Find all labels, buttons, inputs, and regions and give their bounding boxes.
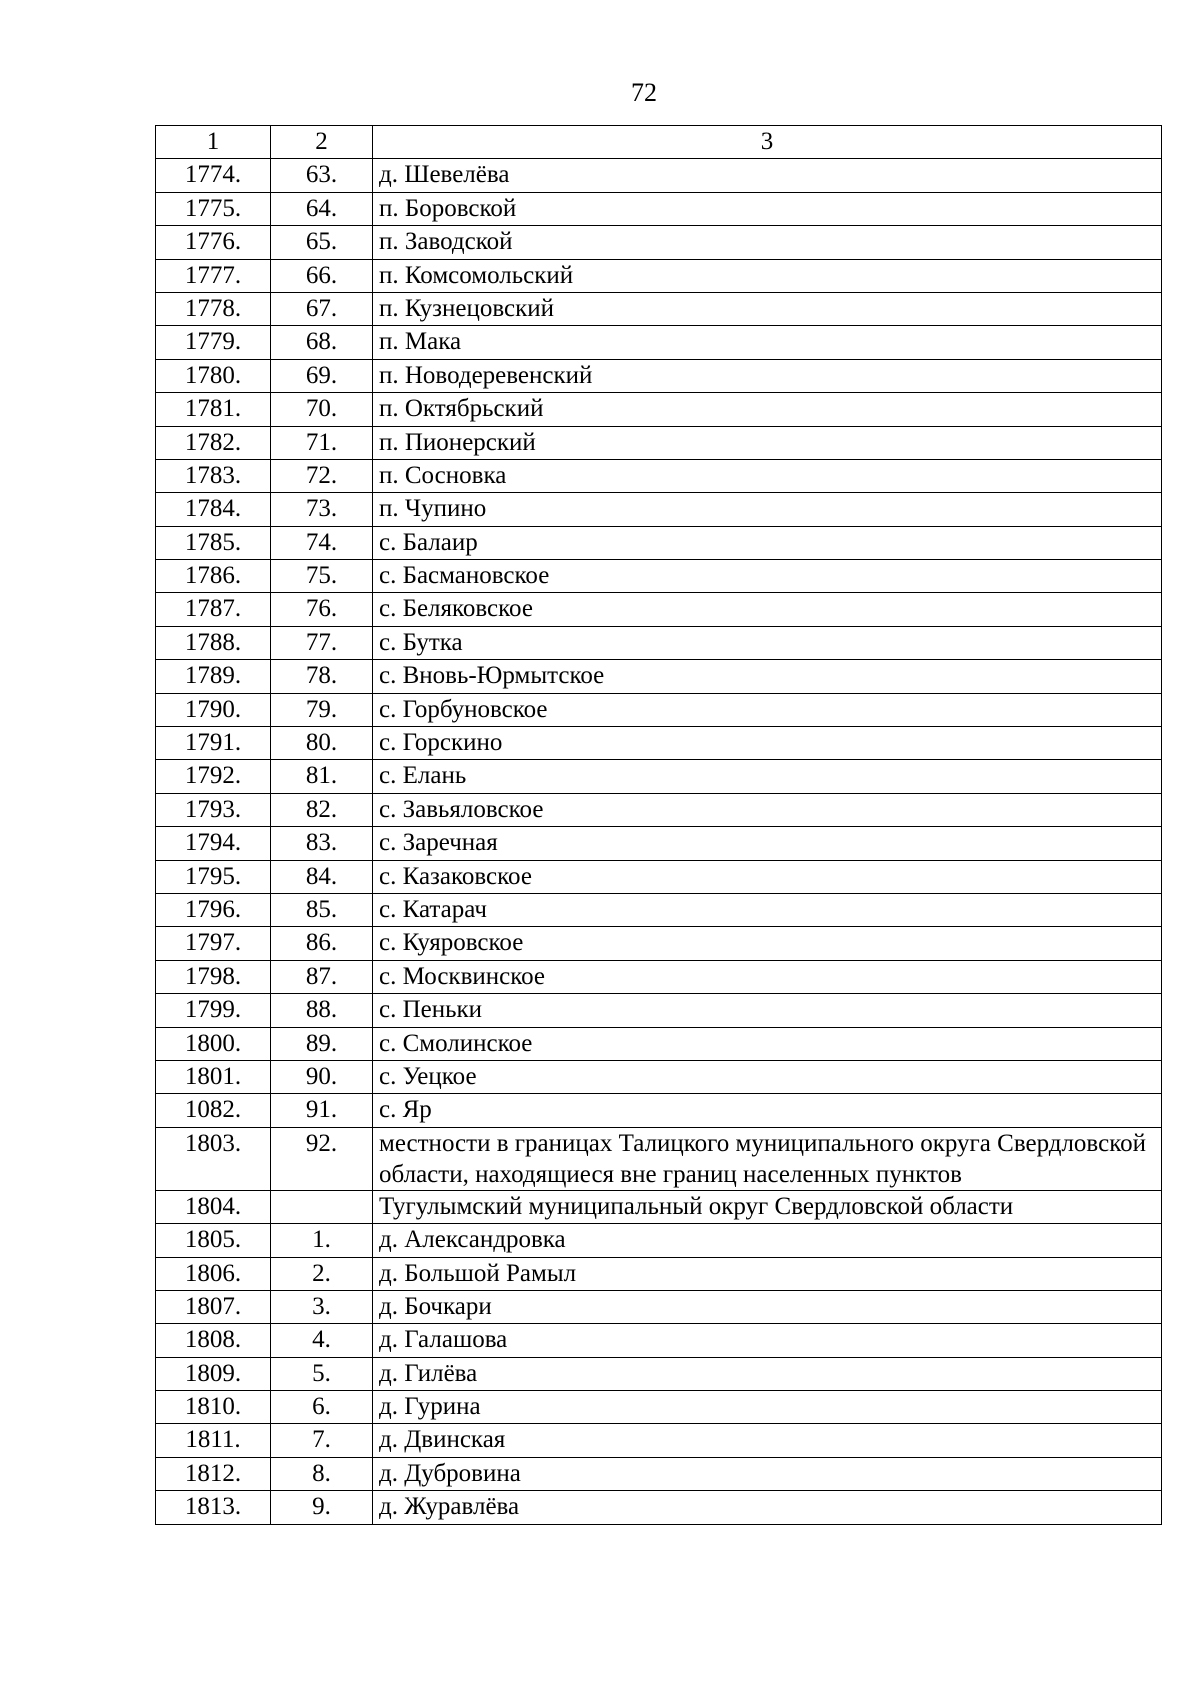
row-number-cell: 1810. <box>156 1391 271 1424</box>
settlement-name-cell: с. Пеньки <box>373 994 1162 1027</box>
table-row <box>156 1357 1162 1390</box>
page-number: 72 <box>631 78 657 107</box>
item-number-cell: 6. <box>271 1391 373 1424</box>
settlement-name-cell: с. Москвинское <box>373 960 1162 993</box>
item-number-cell: 67. <box>271 292 373 325</box>
row-number-cell: 1785. <box>156 526 271 559</box>
row-number-cell: 1812. <box>156 1457 271 1490</box>
settlement-name-cell: с. Вновь-Юрмытское <box>373 660 1162 693</box>
table-row <box>156 1027 1162 1060</box>
item-number-cell: 81. <box>271 760 373 793</box>
item-number-cell: 65. <box>271 226 373 259</box>
settlement-name-cell: п. Новодеревенский <box>373 359 1162 392</box>
row-number-cell: 1782. <box>156 426 271 459</box>
item-number-cell: 73. <box>271 493 373 526</box>
item-number-cell: 79. <box>271 693 373 726</box>
item-number-cell: 70. <box>271 393 373 426</box>
table-row <box>156 359 1162 392</box>
settlement-name-cell: с. Елань <box>373 760 1162 793</box>
item-number-cell: 69. <box>271 359 373 392</box>
item-number-cell: 83. <box>271 827 373 860</box>
row-number-cell: 1799. <box>156 994 271 1027</box>
item-number-cell: 5. <box>271 1357 373 1390</box>
table-row <box>156 459 1162 492</box>
item-number-cell: 71. <box>271 426 373 459</box>
table-row <box>156 927 1162 960</box>
header-cell-1: 1 <box>156 126 271 159</box>
row-number-cell: 1082. <box>156 1094 271 1127</box>
item-number-cell: 3. <box>271 1290 373 1323</box>
table-row <box>156 226 1162 259</box>
settlement-name-cell: с. Беляковское <box>373 593 1162 626</box>
table-row <box>156 593 1162 626</box>
settlement-name-cell: п. Чупино <box>373 493 1162 526</box>
table-row <box>156 827 1162 860</box>
table-row <box>156 860 1162 893</box>
row-number-cell: 1813. <box>156 1491 271 1524</box>
settlement-name-cell: д. Большой Рамыл <box>373 1257 1162 1290</box>
table-row <box>156 526 1162 559</box>
settlement-name-cell: д. Александровка <box>373 1224 1162 1257</box>
table-row <box>156 660 1162 693</box>
row-number-cell: 1808. <box>156 1324 271 1357</box>
item-number-cell: 85. <box>271 893 373 926</box>
settlement-name-cell: с. Яр <box>373 1094 1162 1127</box>
settlements-table <box>155 125 1162 1525</box>
row-number-cell: 1807. <box>156 1290 271 1323</box>
settlement-name-cell: с. Куяровское <box>373 927 1162 960</box>
item-number-cell: 63. <box>271 159 373 192</box>
settlement-name-cell: д. Двинская <box>373 1424 1162 1457</box>
row-number-cell: 1776. <box>156 226 271 259</box>
settlement-name-cell: с. Казаковское <box>373 860 1162 893</box>
table-row <box>156 1290 1162 1323</box>
row-number-cell: 1803. <box>156 1127 271 1190</box>
row-number-cell: 1792. <box>156 760 271 793</box>
item-number-cell: 84. <box>271 860 373 893</box>
item-number-cell: 88. <box>271 994 373 1027</box>
settlement-name-cell: с. Завьяловское <box>373 793 1162 826</box>
table-row <box>156 292 1162 325</box>
table-row <box>156 693 1162 726</box>
settlement-name-cell: п. Пионерский <box>373 426 1162 459</box>
settlement-name-cell: д. Гилёва <box>373 1357 1162 1390</box>
row-number-cell: 1777. <box>156 259 271 292</box>
table-row <box>156 1127 1162 1190</box>
settlement-name-cell: п. Заводской <box>373 226 1162 259</box>
table-row <box>156 326 1162 359</box>
table-row <box>156 1324 1162 1357</box>
table-row <box>156 727 1162 760</box>
row-number-cell: 1784. <box>156 493 271 526</box>
row-number-cell: 1789. <box>156 660 271 693</box>
settlement-name-cell: п. Мака <box>373 326 1162 359</box>
table-row <box>156 1424 1162 1457</box>
settlement-name-cell: с. Балаир <box>373 526 1162 559</box>
settlement-name-cell: с. Бутка <box>373 626 1162 659</box>
item-number-cell <box>271 1190 373 1223</box>
table-row <box>156 1457 1162 1490</box>
table-row <box>156 192 1162 225</box>
item-number-cell: 80. <box>271 727 373 760</box>
row-number-cell: 1788. <box>156 626 271 659</box>
table-row <box>156 259 1162 292</box>
item-number-cell: 66. <box>271 259 373 292</box>
row-number-cell: 1805. <box>156 1224 271 1257</box>
settlement-name-cell: д. Галашова <box>373 1324 1162 1357</box>
item-number-cell: 64. <box>271 192 373 225</box>
item-number-cell: 4. <box>271 1324 373 1357</box>
item-number-cell: 1. <box>271 1224 373 1257</box>
settlement-name-cell: с. Заречная <box>373 827 1162 860</box>
item-number-cell: 74. <box>271 526 373 559</box>
settlement-name-cell: д. Шевелёва <box>373 159 1162 192</box>
row-number-cell: 1797. <box>156 927 271 960</box>
item-number-cell: 82. <box>271 793 373 826</box>
item-number-cell: 91. <box>271 1094 373 1127</box>
item-number-cell: 92. <box>271 1127 373 1190</box>
item-number-cell: 76. <box>271 593 373 626</box>
item-number-cell: 7. <box>271 1424 373 1457</box>
item-number-cell: 9. <box>271 1491 373 1524</box>
settlement-name-cell: п. Октябрьский <box>373 393 1162 426</box>
settlement-name-cell: п. Кузнецовский <box>373 292 1162 325</box>
settlement-name-cell: с. Горбуновское <box>373 693 1162 726</box>
item-number-cell: 78. <box>271 660 373 693</box>
table-row <box>156 760 1162 793</box>
table-row <box>156 626 1162 659</box>
row-number-cell: 1809. <box>156 1357 271 1390</box>
table-row <box>156 560 1162 593</box>
table-header-row <box>156 126 1162 159</box>
table-row <box>156 493 1162 526</box>
table-row <box>156 994 1162 1027</box>
row-number-cell: 1796. <box>156 893 271 926</box>
settlement-name-cell: Тугулымский муниципальный округ Свердловской области <box>373 1190 1162 1223</box>
settlement-name-cell: п. Комсомольский <box>373 259 1162 292</box>
settlement-name-cell: с. Смолинское <box>373 1027 1162 1060</box>
settlement-name-cell: д. Дубровина <box>373 1457 1162 1490</box>
table-row <box>156 1224 1162 1257</box>
table-row <box>156 960 1162 993</box>
row-number-cell: 1779. <box>156 326 271 359</box>
row-number-cell: 1786. <box>156 560 271 593</box>
item-number-cell: 90. <box>271 1060 373 1093</box>
row-number-cell: 1780. <box>156 359 271 392</box>
row-number-cell: 1781. <box>156 393 271 426</box>
item-number-cell: 2. <box>271 1257 373 1290</box>
row-number-cell: 1791. <box>156 727 271 760</box>
row-number-cell: 1795. <box>156 860 271 893</box>
table-row <box>156 426 1162 459</box>
table-row <box>156 893 1162 926</box>
settlement-name-cell: с. Катарач <box>373 893 1162 926</box>
settlement-name-cell: д. Бочкари <box>373 1290 1162 1323</box>
settlement-name-cell: с. Басмановское <box>373 560 1162 593</box>
table-row <box>156 1060 1162 1093</box>
row-number-cell: 1800. <box>156 1027 271 1060</box>
table-row <box>156 1094 1162 1127</box>
item-number-cell: 87. <box>271 960 373 993</box>
item-number-cell: 75. <box>271 560 373 593</box>
row-number-cell: 1804. <box>156 1190 271 1223</box>
settlement-name-cell: местности в границах Талицкого муниципального округа Свердловской области, находящиеся вне границ населенных пунктов <box>373 1127 1162 1190</box>
item-number-cell: 89. <box>271 1027 373 1060</box>
settlement-name-cell: с. Горскино <box>373 727 1162 760</box>
item-number-cell: 68. <box>271 326 373 359</box>
settlement-name-cell: д. Гурина <box>373 1391 1162 1424</box>
item-number-cell: 86. <box>271 927 373 960</box>
settlement-name-cell: п. Боровской <box>373 192 1162 225</box>
table-row <box>156 793 1162 826</box>
row-number-cell: 1811. <box>156 1424 271 1457</box>
row-number-cell: 1787. <box>156 593 271 626</box>
table-row <box>156 1190 1162 1223</box>
header-cell-2: 2 <box>271 126 373 159</box>
row-number-cell: 1794. <box>156 827 271 860</box>
table-row <box>156 1257 1162 1290</box>
item-number-cell: 77. <box>271 626 373 659</box>
row-number-cell: 1793. <box>156 793 271 826</box>
row-number-cell: 1806. <box>156 1257 271 1290</box>
settlement-name-cell: п. Сосновка <box>373 459 1162 492</box>
settlement-name-cell: с. Уецкое <box>373 1060 1162 1093</box>
row-number-cell: 1798. <box>156 960 271 993</box>
table-row <box>156 1491 1162 1524</box>
item-number-cell: 72. <box>271 459 373 492</box>
item-number-cell: 8. <box>271 1457 373 1490</box>
row-number-cell: 1778. <box>156 292 271 325</box>
row-number-cell: 1783. <box>156 459 271 492</box>
header-cell-3: 3 <box>373 126 1162 159</box>
table-row <box>156 1391 1162 1424</box>
table-row <box>156 393 1162 426</box>
settlement-name-cell: д. Журавлёва <box>373 1491 1162 1524</box>
table-row <box>156 159 1162 192</box>
row-number-cell: 1774. <box>156 159 271 192</box>
row-number-cell: 1790. <box>156 693 271 726</box>
row-number-cell: 1801. <box>156 1060 271 1093</box>
row-number-cell: 1775. <box>156 192 271 225</box>
